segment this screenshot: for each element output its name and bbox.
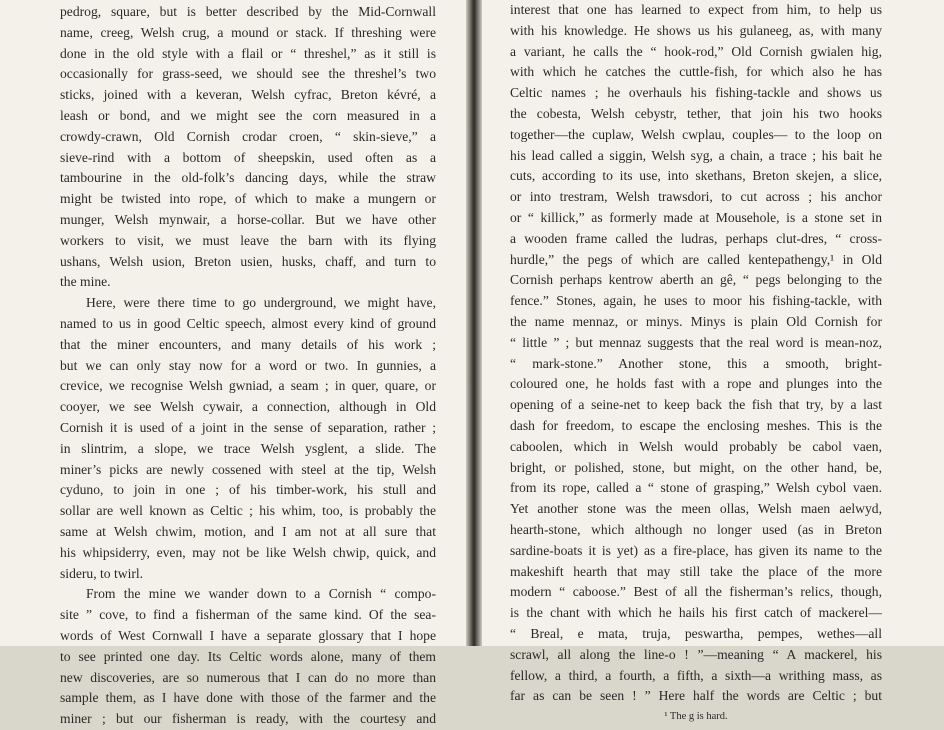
text-line: leash or bond, and we might see the corn measured in a [60, 107, 436, 123]
text-line: crowdy-crawn, Old Cornish crodar croen, “ skin-sieve,” a [60, 128, 436, 144]
text-line: sideru, to twirl. [60, 565, 144, 581]
text-line: or into trestram, Welsh trawsdori, to cut across ; his anchor [510, 189, 882, 205]
text-line: opening of a seine-net to keep back the fish that try, by a last [510, 397, 882, 413]
text-line: cyduno, to join in one ; of his timber-work, his stull and [60, 482, 436, 498]
text-line: or “ killick,” as formerly made at Mousehole, is a stone set in [510, 209, 882, 225]
text-line: “ Breal, e mata, truja, peswartha, pempes, wethes—all [510, 625, 882, 641]
text-line: Celtic names ; he overhauls his fishing-tackle and shows us [510, 85, 882, 101]
text-line: miner’s picks are newly cossened with steel at the tip, Welsh [60, 461, 436, 477]
footnote: ¹ The g is hard. [664, 711, 728, 723]
text-line: sardine-boats it is yet) as a fire-place, has given its name to the [510, 542, 882, 558]
text-line: Here, were there time to go underground, we might have, [86, 295, 436, 311]
text-line: words of West Cornwall I have a separate glossary that I hope [60, 627, 436, 643]
text-line: occasionally for grass-seed, we should see the threshel’s two [60, 66, 436, 82]
text-line: site ” cove, to find a fisherman of the same kind. Of the sea- [60, 607, 436, 623]
text-line: that the miner encounters, and many details of his work ; [60, 336, 436, 352]
text-line: makeshift hearth that may still take the place of the more [510, 563, 882, 579]
text-line: ushans, Welsh usion, Breton usien, husks, chaff, and turn to [60, 253, 436, 269]
text-line: his whipsiderry, even, may not be like Welsh chwip, quick, and [60, 544, 436, 560]
text-line: cooyer, we see Welsh cywair, a connection, although in Old [60, 399, 436, 415]
text-line: might be twisted into rope, of which to make a mungern or [60, 191, 436, 207]
text-line: but we can only stay now for a word or two. In gunnies, a [60, 357, 436, 373]
text-line: From the mine we wander down to a Cornish “ compo- [86, 586, 436, 602]
text-line: workers to visit, we must leave the barn with its flying [60, 232, 436, 248]
text-line: crevice, we recognise Welsh gwniad, a seam ; in quer, quare, or [60, 378, 436, 394]
text-line: a wooden frame called the ludras, perhaps clut-dres, “ cross- [510, 230, 882, 246]
text-line: same at Welsh chwim, motion, and I am not at all sure that [60, 523, 436, 539]
text-line: together—the cuplaw, Welsh cwplau, couples— to the loop on [510, 126, 882, 142]
text-line: cuts, according to its use, into skethans, Breton skejen, a slice, [510, 168, 882, 184]
text-line: sieve-rind with a bottom of sheepskin, used often as a [60, 149, 436, 165]
text-line: is the chant with which he hails his first catch of mackerel— [510, 605, 882, 621]
left-page [0, 0, 466, 727]
text-line: done in the old style with a flail or “ threshel,” as it still is [60, 45, 436, 61]
right-page [482, 0, 944, 723]
text-line: scrawl, all along the line-o ! ”—meaning “ A mackerel, his [510, 646, 882, 662]
text-line: with his knowledge. He shows us his gulaneeg, as, with many [510, 22, 882, 38]
text-line: to see printed one day. Its Celtic words alone, many of them [60, 648, 436, 664]
text-line: new discoveries, are so numerous that I can do no more than [60, 669, 436, 685]
text-line: hurdle,” the pegs of which are called kentepathengy,¹ in Old [510, 251, 882, 267]
text-line: fellow, a third, a fourth, a fifth, a sixth—a writhing mass, as [510, 667, 882, 683]
left-page-text [60, 2, 436, 730]
text-line: fence.” Stones, again, he uses to moor his fishing-tackle, with [510, 293, 882, 309]
text-line: dash for freedom, to escape the enclosing meshes. This is the [510, 417, 882, 433]
text-line: the mine. [60, 274, 111, 290]
text-line: caboolen, which in Welsh would probably be cabol vaen, [510, 438, 882, 454]
text-line: “ mark-stone.” Another stone, this a smooth, bright- [510, 355, 882, 371]
text-line: with which he catches the cuttle-fish, for which also he has [510, 64, 882, 80]
text-line: munger, Welsh mynwair, a horse-collar. But we have other [60, 211, 436, 227]
text-line: sticks, joined with a keveran, Welsh cyfrac, Breton kévré, a [60, 87, 436, 103]
text-line: the cobesta, Welsh cebystr, tether, that join his two hooks [510, 105, 882, 121]
text-line: tambourine in the old-folk’s dancing days, while the straw [60, 170, 436, 186]
text-line: modern “ caboose.” Best of all the fisherman’s relics, though, [510, 584, 882, 600]
text-line: Cornish perhaps kentrow aberth an gê, “ pegs belonging to the [510, 272, 882, 288]
text-line: interest that one has learned to expect from him, to help us [510, 2, 882, 17]
text-line: miner ; but our fisherman is ready, with the courtesy and [60, 711, 436, 727]
text-line: sollar are well known as Celtic ; his whim, too, is probably the [60, 503, 436, 519]
book-gutter [466, 0, 482, 646]
text-line: named to us in good Celtic speech, almost every kind of ground [60, 315, 436, 331]
right-page-text [510, 0, 882, 723]
text-line: Cornish it is used of a joint in the sense of separation, rather ; [60, 419, 436, 435]
text-line: his lead called a siggin, Welsh syg, a chain, a trace ; his bait he [510, 147, 882, 163]
text-line: in slintrim, a slope, we trace Welsh ysglent, a slide. The [60, 440, 436, 456]
text-line: pedrog, square, but is better described by the Mid-Cornwall [60, 4, 436, 19]
text-line: hearth-stone, which although no longer used (as in Breton [510, 521, 882, 537]
text-line: coloured one, he holds fast with a rope and plunges into the [510, 376, 882, 392]
text-line: a variant, he calls the “ hook-rod,” Old Cornish gwialen hig, [510, 43, 882, 59]
text-line: far as can be seen ! ” Here half the words are Celtic ; but [510, 688, 882, 704]
text-line: name, creeg, Welsh crug, a mound or stack. If threshing were [60, 24, 436, 40]
text-line: sample them, as I have done with those of the farmer and the [60, 690, 436, 706]
text-line: the name mennaz, or minys. Minys is plain Old Cornish for [510, 313, 882, 329]
text-line: “ little ” ; but mennaz suggests that the real word is mean-noz, [510, 334, 882, 350]
text-line: bright, or polished, stone, but might, on the other hand, be, [510, 459, 882, 475]
text-line: Yet another stone was the meen ollas, Welsh maen aelwyd, [510, 501, 882, 517]
text-line: from its rope, called a “ stone of grasping,” Welsh cybol vaen. [510, 480, 882, 496]
